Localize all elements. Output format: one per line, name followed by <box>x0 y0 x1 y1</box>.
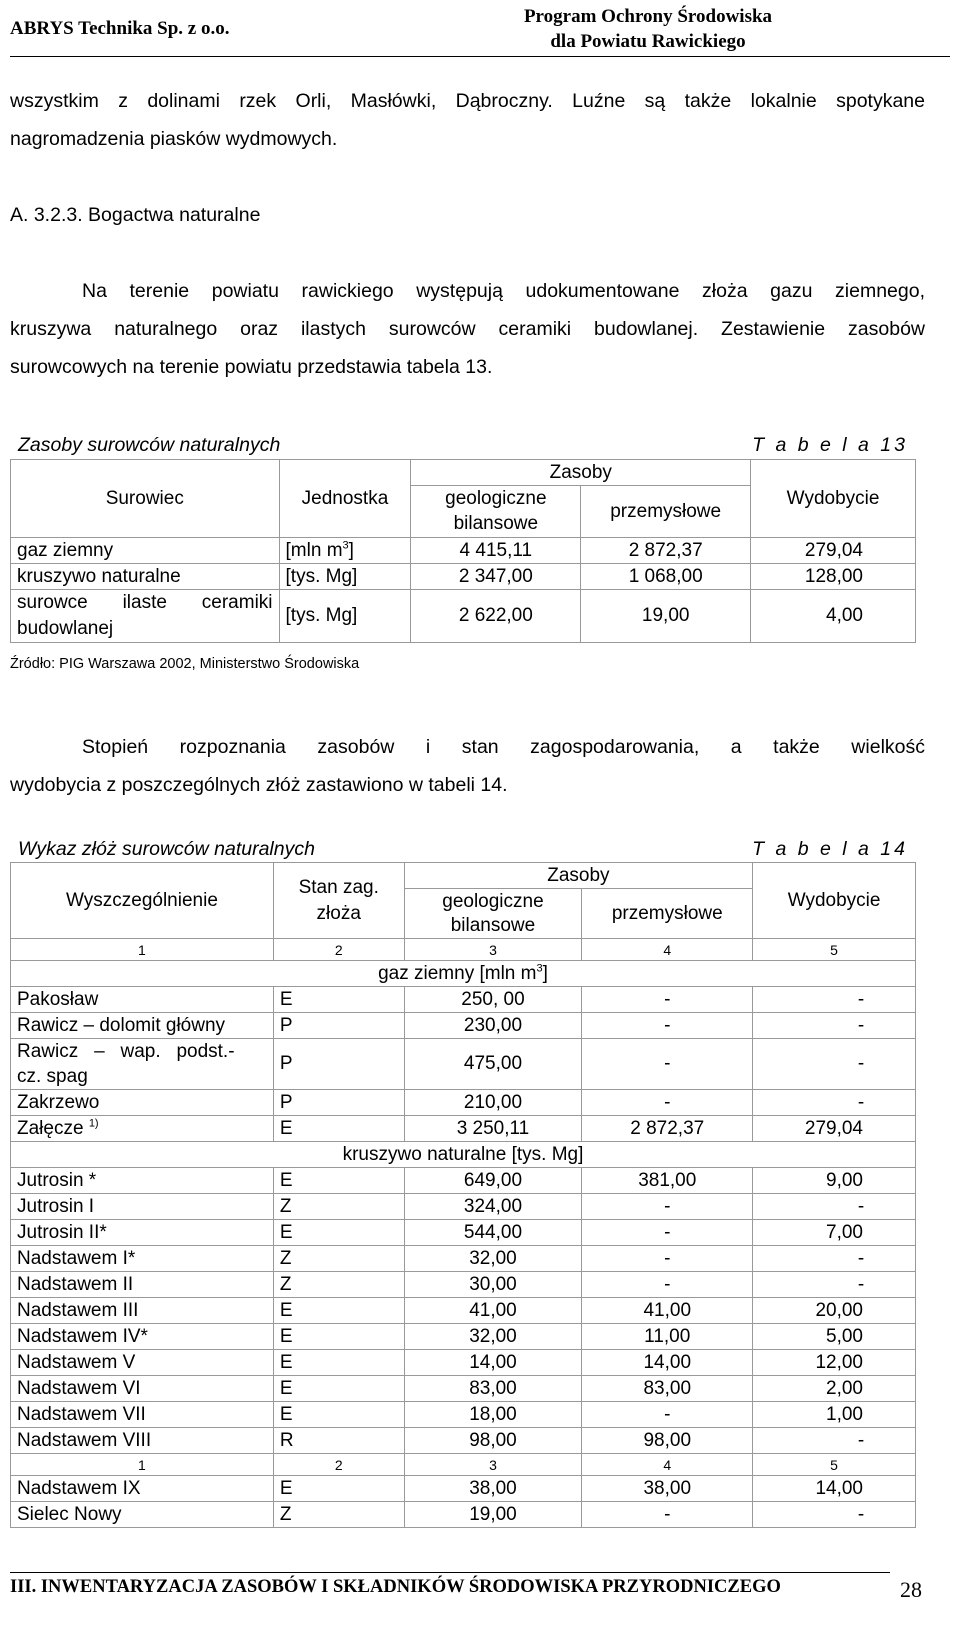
header-bilansowe: bilansowe <box>404 915 582 939</box>
cell-wydobycie: - <box>753 1246 916 1272</box>
cell-wydobycie: - <box>753 1039 916 1090</box>
cell-geologiczne: 32,00 <box>404 1246 582 1272</box>
header-zasoby: Zasoby <box>404 863 753 889</box>
cell-name: Nadstawem V <box>11 1350 274 1376</box>
cell-przemyslowe: 381,00 <box>582 1168 753 1194</box>
table-row <box>11 564 916 590</box>
column-number: 3 <box>404 1454 582 1476</box>
cell-geologiczne: 544,00 <box>404 1220 582 1246</box>
cell-geologiczne: 250, 00 <box>404 987 582 1013</box>
cell-stan: Z <box>273 1246 404 1272</box>
program-title-line2: dla Powiatu Rawickiego <box>550 31 746 52</box>
header-jednostka: Jednostka <box>279 460 411 538</box>
column-number: 1 <box>11 939 274 961</box>
cell-przemyslowe: - <box>582 1402 753 1428</box>
paragraph-line: surowcowych na terenie powiatu przedstawia tabela 13. <box>10 356 493 378</box>
cell-wydobycie: 20,00 <box>753 1298 916 1324</box>
section-heading: A. 3.2.3. Bogactwa naturalne <box>10 204 261 226</box>
cell-przemyslowe: 19,00 <box>581 590 751 643</box>
cell-geologiczne: 3 250,11 <box>404 1116 582 1142</box>
table-row <box>11 987 916 1013</box>
paragraph-line: wydobycia z poszczególnych złóż zastawiono w tabeli 14. <box>10 774 508 796</box>
table-14 <box>10 862 916 1528</box>
cell-name: Nadstawem II <box>11 1272 274 1298</box>
header-stan-zagospodarowania: Stan zag. złoża <box>273 863 404 939</box>
header-geologiczne: geologiczne <box>404 889 582 915</box>
cell-name: Nadstawem VII <box>11 1402 274 1428</box>
cell-jednostka: [mln $m^3$] <box>279 538 411 564</box>
cell-przemyslowe: 1 068,00 <box>581 564 751 590</box>
page-header <box>10 0 950 57</box>
cell-wydobycie: - <box>753 1090 916 1116</box>
table-row <box>11 1013 916 1039</box>
cell-name: Sielec Nowy <box>11 1502 274 1528</box>
cell-name: Nadstawem VIII <box>11 1428 274 1454</box>
cell-stan: Z <box>273 1194 404 1220</box>
cell-wydobycie: 14,00 <box>753 1476 916 1502</box>
cell-geologiczne: 210,00 <box>404 1090 582 1116</box>
header-bilansowe: bilansowe <box>411 512 581 538</box>
paragraph-line: kruszywa naturalnego oraz ilastych surowców ceramiki budowlanej. Zestawienie zasobów <box>10 318 925 340</box>
header-geologiczne: geologiczne <box>411 486 581 512</box>
column-number: 1 <box>11 1454 274 1476</box>
table-row <box>11 1246 916 1272</box>
table-row <box>11 1298 916 1324</box>
table-header-row <box>11 863 916 889</box>
header-wydobycie: Wydobycie <box>751 460 916 538</box>
cell-geologiczne: 32,00 <box>404 1324 582 1350</box>
cell-name: Nadstawem VI <box>11 1376 274 1402</box>
cell-przemyslowe: - <box>582 1194 753 1220</box>
cell-wydobycie: 4,00 <box>751 590 916 643</box>
table-row <box>11 1116 916 1142</box>
cell-name: Rawicz – dolomit główny <box>11 1013 274 1039</box>
cell-name: Nadstawem III <box>11 1298 274 1324</box>
cell-wydobycie: 5,00 <box>753 1324 916 1350</box>
cell-stan: P <box>273 1090 404 1116</box>
cell-stan: P <box>273 1039 404 1090</box>
cell-geologiczne: 19,00 <box>404 1502 582 1528</box>
header-surowiec: Surowiec <box>11 460 280 538</box>
table13-number: T a b e l a 13 <box>752 434 908 456</box>
cell-stan: E <box>273 1350 404 1376</box>
cell-geologiczne: 4 415,11 <box>411 538 581 564</box>
paragraph-line: Na terenie powiatu rawickiego występują udokumentowane złoża gazu ziemnego, <box>82 280 925 302</box>
cell-wydobycie: - <box>753 1428 916 1454</box>
cell-geologiczne: 98,00 <box>404 1428 582 1454</box>
table-row <box>11 1324 916 1350</box>
cell-przemyslowe: 2 872,37 <box>582 1116 753 1142</box>
section-label: kruszywo naturalne [tys. Mg] <box>11 1142 916 1168</box>
cell-geologiczne: 475,00 <box>404 1039 582 1090</box>
cell-przemyslowe: - <box>582 1039 753 1090</box>
cell-stan: Z <box>273 1272 404 1298</box>
cell-name: Jutrosin * <box>11 1168 274 1194</box>
page-number: 28 <box>900 1577 922 1602</box>
table13-title: Zasoby surowców naturalnych <box>18 434 281 456</box>
cell-przemyslowe: 2 872,37 <box>581 538 751 564</box>
cell-geologiczne: 30,00 <box>404 1272 582 1298</box>
program-title-line1: Program Ochrony Środowiska <box>523 6 773 27</box>
cell-geologiczne: 2 622,00 <box>411 590 581 643</box>
table-13 <box>10 459 916 643</box>
company-name: ABRYS Technika Sp. z o.o. <box>10 18 230 39</box>
cell-surowiec: kruszywo naturalne <box>11 564 280 590</box>
table-header-row <box>11 460 916 486</box>
cell-wydobycie: - <box>753 1502 916 1528</box>
table-row <box>11 1090 916 1116</box>
cell-wydobycie: - <box>753 1194 916 1220</box>
table-row <box>11 538 916 564</box>
cell-wydobycie: 279,04 <box>751 538 916 564</box>
cell-geologiczne: 18,00 <box>404 1402 582 1428</box>
cell-wydobycie: 128,00 <box>751 564 916 590</box>
cell-name: Załęcze $^{1)}$ <box>11 1116 274 1142</box>
cell-stan: E <box>273 1376 404 1402</box>
cell-jednostka: [tys. Mg] <box>279 564 411 590</box>
column-number: 3 <box>404 939 582 961</box>
table-row <box>11 1402 916 1428</box>
table-row <box>11 1502 916 1528</box>
cell-stan: E <box>273 1168 404 1194</box>
cell-name: Jutrosin II* <box>11 1220 274 1246</box>
cell-name: Nadstawem IV* <box>11 1324 274 1350</box>
cell-geologiczne: 38,00 <box>404 1476 582 1502</box>
cell-name: Pakosław <box>11 987 274 1013</box>
final-rows <box>11 1476 916 1528</box>
cell-geologiczne: 649,00 <box>404 1168 582 1194</box>
cell-stan: E <box>273 1116 404 1142</box>
cell-stan: E <box>273 1298 404 1324</box>
intro-paragraph <box>10 82 925 158</box>
header-przemyslowe: przemysłowe <box>581 486 751 538</box>
column-number: 5 <box>753 939 916 961</box>
table-row <box>11 1376 916 1402</box>
cell-stan: E <box>273 987 404 1013</box>
intro-line: nagromadzenia piasków wydmowych. <box>10 128 338 150</box>
cell-stan: E <box>273 1220 404 1246</box>
cell-wydobycie: - <box>753 1272 916 1298</box>
section-label: gaz ziemny [mln $m^3$] <box>11 961 916 987</box>
cell-przemyslowe: 38,00 <box>582 1476 753 1502</box>
table-row <box>11 1428 916 1454</box>
cell-wydobycie: 279,04 <box>753 1116 916 1142</box>
column-number: 2 <box>273 939 404 961</box>
table-row <box>11 1168 916 1194</box>
cell-przemyslowe: - <box>582 1090 753 1116</box>
cell-przemyslowe: 98,00 <box>582 1428 753 1454</box>
cell-name: Nadstawem IX <box>11 1476 274 1502</box>
table-row <box>11 1039 916 1090</box>
column-number-row <box>11 939 916 961</box>
cell-stan: E <box>273 1324 404 1350</box>
table-row <box>11 1194 916 1220</box>
footer-title: III. INWENTARYZACJA ZASOBÓW I SKŁADNIKÓW ŚRODOWISKA PRZYRODNICZEGO <box>10 1577 781 1597</box>
cell-stan: E <box>273 1402 404 1428</box>
table13-caption <box>18 434 908 457</box>
cell-wydobycie: 1,00 <box>753 1402 916 1428</box>
table-row <box>11 1272 916 1298</box>
cell-wydobycie: 2,00 <box>753 1376 916 1402</box>
header-przemyslowe: przemysłowe <box>582 889 753 939</box>
column-number: 5 <box>753 1454 916 1476</box>
cell-surowiec: gaz ziemny <box>11 538 280 564</box>
cell-stan: R <box>273 1428 404 1454</box>
table13-source: Źródło: PIG Warszawa 2002, Ministerstwo Środowiska <box>10 656 360 672</box>
cell-stan: Z <box>273 1502 404 1528</box>
header-wyszczegolnienie: Wyszczególnienie <box>11 863 274 939</box>
cell-name: Rawicz – wap. podst.- cz. spag <box>11 1039 274 1090</box>
column-number: 4 <box>582 1454 753 1476</box>
section-row-kruszywo <box>11 1142 916 1168</box>
column-number: 4 <box>582 939 753 961</box>
cell-geologiczne: 324,00 <box>404 1194 582 1220</box>
cell-geologiczne: 41,00 <box>404 1298 582 1324</box>
cell-geologiczne: 83,00 <box>404 1376 582 1402</box>
section-row-gaz <box>11 961 916 987</box>
cell-name: Zakrzewo <box>11 1090 274 1116</box>
extraction-paragraph <box>10 728 925 804</box>
cell-wydobycie: 7,00 <box>753 1220 916 1246</box>
header-wydobycie: Wydobycie <box>753 863 916 939</box>
table-row <box>11 1350 916 1376</box>
cell-przemyslowe: - <box>582 1013 753 1039</box>
cell-przemyslowe: 41,00 <box>582 1298 753 1324</box>
cell-przemyslowe: - <box>582 1272 753 1298</box>
header-zasoby: Zasoby <box>411 460 751 486</box>
page-footer <box>10 1572 922 1602</box>
kruszywo-rows <box>11 1168 916 1454</box>
cell-przemyslowe: 14,00 <box>582 1350 753 1376</box>
cell-geologiczne: 14,00 <box>404 1350 582 1376</box>
cell-surowiec: surowce ilaste ceramiki budowlanej <box>11 590 280 643</box>
column-number: 2 <box>273 1454 404 1476</box>
cell-przemyslowe: 83,00 <box>582 1376 753 1402</box>
intro-line: wszystkim z dolinami rzek Orli, Masłówki, Dąbroczny. Luźne są także lokalnie spotykane <box>10 90 925 112</box>
table-row <box>11 590 916 643</box>
cell-geologiczne: 230,00 <box>404 1013 582 1039</box>
column-number-row <box>11 1454 916 1476</box>
table14-number: T a b e l a 14 <box>752 838 908 860</box>
resources-paragraph <box>10 272 925 386</box>
program-title <box>448 4 848 54</box>
cell-przemyslowe: - <box>582 1502 753 1528</box>
cell-wydobycie: - <box>753 1013 916 1039</box>
cell-wydobycie: - <box>753 987 916 1013</box>
table-row <box>11 1220 916 1246</box>
cell-przemyslowe: - <box>582 987 753 1013</box>
cell-przemyslowe: - <box>582 1246 753 1272</box>
cell-wydobycie: 12,00 <box>753 1350 916 1376</box>
cell-stan: E <box>273 1476 404 1502</box>
cell-geologiczne: 2 347,00 <box>411 564 581 590</box>
cell-jednostka: [tys. Mg] <box>279 590 411 643</box>
cell-name: Nadstawem I* <box>11 1246 274 1272</box>
cell-stan: P <box>273 1013 404 1039</box>
paragraph-line: Stopień rozpoznania zasobów i stan zagospodarowania, a także wielkość <box>82 736 925 758</box>
cell-name: Jutrosin I <box>11 1194 274 1220</box>
cell-wydobycie: 9,00 <box>753 1168 916 1194</box>
table14-title: Wykaz złóż surowców naturalnych <box>18 838 315 860</box>
table14-caption <box>18 838 908 861</box>
cell-przemyslowe: - <box>582 1220 753 1246</box>
table-row <box>11 1476 916 1502</box>
cell-przemyslowe: 11,00 <box>582 1324 753 1350</box>
